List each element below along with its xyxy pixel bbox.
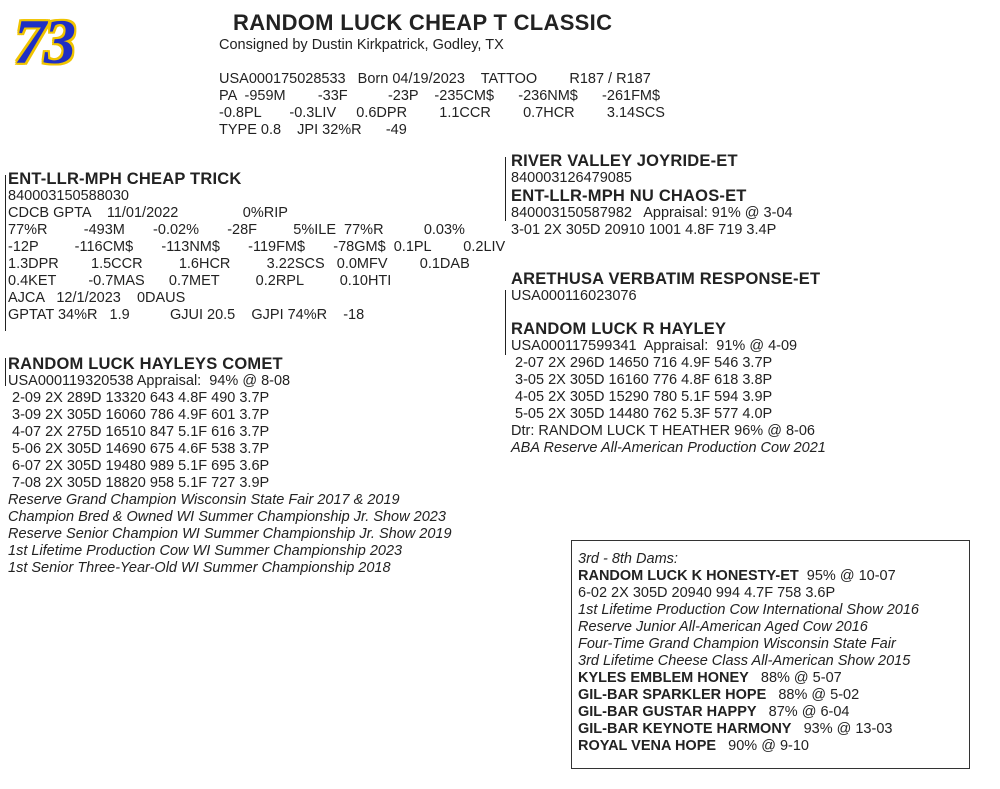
dam-honor: Champion Bred & Owned WI Summer Championship Jr. Show 2023 xyxy=(8,509,446,525)
dam-record: 6-07 2X 305D 19480 989 5.1F 695 3.6P xyxy=(8,458,270,474)
sire-line: 0.4KET -0.7MAS 0.7MET 0.2RPL 0.10HTI xyxy=(8,273,392,289)
dam-parents-bracket xyxy=(505,290,506,355)
dam-record: 5-06 2X 305D 14690 675 4.6F 538 3.7P xyxy=(8,441,270,457)
dam-entry-name: KYLES EMBLEM HONEY xyxy=(578,670,749,686)
animal-info-line: USA000175028533 Born 04/19/2023 TATTOO R187 / R187 xyxy=(219,71,651,87)
dam-dam-name: RANDOM LUCK R HAYLEY xyxy=(511,320,727,338)
dam-record: 7-08 2X 305D 18820 958 5.1F 727 3.9P xyxy=(8,475,270,491)
dam-record: 3-09 2X 305D 16060 786 4.9F 601 3.7P xyxy=(8,407,270,423)
dam-entry-name: GIL-BAR SPARKLER HOPE xyxy=(578,687,767,703)
sire-line: AJCA 12/1/2023 0DAUS xyxy=(8,290,186,306)
dam-entry-name: ROYAL VENA HOPE xyxy=(578,738,717,754)
dam-entry-score: 93% @ 13-03 xyxy=(791,721,893,737)
dam-entry-score: 88% @ 5-02 xyxy=(766,687,860,703)
additional-dams-box xyxy=(571,540,970,769)
dam-entry-honor: 3rd Lifetime Cheese Class All-American Show 2015 xyxy=(578,653,911,669)
dam-entry xyxy=(578,704,919,721)
sire-line: 1.3DPR 1.5CCR 1.6HCR 3.22SCS 0.0MFV 0.1DAB xyxy=(8,256,470,272)
dam-honor: 1st Lifetime Production Cow WI Summer Championship 2023 xyxy=(8,543,403,559)
dam-entry xyxy=(578,738,919,755)
dam-entry-name: GIL-BAR KEYNOTE HARMONY xyxy=(578,721,792,737)
animal-info-line: TYPE 0.8 JPI 32%R -49 xyxy=(219,122,407,138)
dam-name: RANDOM LUCK HAYLEYS COMET xyxy=(8,355,283,373)
sire-sire-name: RIVER VALLEY JOYRIDE-ET xyxy=(511,152,738,170)
sire-parents-bracket xyxy=(505,157,506,221)
dam-line: USA000119320538 Appraisal: 94% @ 8-08 xyxy=(8,373,291,389)
sire-name: ENT-LLR-MPH CHEAP TRICK xyxy=(8,170,242,188)
lot-number: 73 xyxy=(14,6,74,77)
sire-dam-line: 840003150587982 Appraisal: 91% @ 3-04 xyxy=(511,205,793,221)
sire-line: CDCB GPTA 11/01/2022 0%RIP xyxy=(8,205,288,221)
dam-block xyxy=(8,355,452,577)
sire-dam-line: 3-01 2X 305D 20910 1001 4.8F 719 3.4P xyxy=(511,222,777,238)
animal-title: RANDOM LUCK CHEAP T CLASSIC xyxy=(233,10,613,35)
dam-entry-honor: Reserve Junior All-American Aged Cow 2016 xyxy=(578,619,868,635)
dam-dam-block xyxy=(511,320,826,457)
sire-line: -12P -116CM$ -113NM$ -119FM$ -78GM$ 0.1PL 0.2LIV xyxy=(8,239,506,255)
dam-dam-daughter: Dtr: RANDOM LUCK T HEATHER 96% @ 8-06 xyxy=(511,423,815,439)
dam-entry-record: 6-02 2X 305D 20940 994 4.7F 758 3.6P xyxy=(578,585,836,601)
dam-entry xyxy=(578,670,919,687)
dam-record: 2-09 2X 289D 13320 643 4.8F 490 3.7P xyxy=(8,390,270,406)
dam-entry xyxy=(578,687,919,704)
dam-sire-id: USA000116023076 xyxy=(511,288,637,304)
dam-entry-score: 90% @ 9-10 xyxy=(716,738,809,754)
additional-dams-list xyxy=(578,551,919,755)
dam-dam-record: 2-07 2X 296D 14650 716 4.9F 546 3.7P xyxy=(511,355,773,371)
dam-record: 4-07 2X 275D 16510 847 5.1F 616 3.7P xyxy=(8,424,270,440)
dam-entry-score: 95% @ 10-07 xyxy=(798,568,896,584)
sire-bracket xyxy=(5,175,6,331)
sire-line: 77%R -493M -0.02% -28F 5%ILE 77%R 0.03% xyxy=(8,222,465,238)
dam-entry xyxy=(578,568,919,585)
animal-info xyxy=(219,71,665,139)
dam-entry xyxy=(578,721,919,738)
dam-entry-name: RANDOM LUCK K HONESTY-ET xyxy=(578,568,799,584)
dam-dam-record: 3-05 2X 305D 16160 776 4.8F 618 3.8P xyxy=(511,372,773,388)
sire-sire-block xyxy=(511,152,793,239)
dam-honor: 1st Senior Three-Year-Old WI Summer Championship 2018 xyxy=(8,560,391,576)
dam-entry-honor: 1st Lifetime Production Cow International Show 2016 xyxy=(578,602,919,618)
dam-honor: Reserve Grand Champion Wisconsin State Fair 2017 & 2019 xyxy=(8,492,400,508)
sire-line: GPTAT 34%R 1.9 GJUI 20.5 GJPI 74%R -18 xyxy=(8,307,365,323)
dam-entry-score: 88% @ 5-07 xyxy=(748,670,842,686)
dam-dam-record: 4-05 2X 305D 15290 780 5.1F 594 3.9P xyxy=(511,389,773,405)
dam-sire-name: ARETHUSA VERBATIM RESPONSE-ET xyxy=(511,270,821,288)
dam-dam-honor: ABA Reserve All-American Production Cow 2021 xyxy=(511,440,826,456)
animal-info-line: -0.8PL -0.3LIV 0.6DPR 1.1CCR 0.7HCR 3.14SCS xyxy=(219,105,665,121)
sire-line: 840003150588030 xyxy=(8,188,129,204)
dam-dam-line: USA000117599341 Appraisal: 91% @ 4-09 xyxy=(511,338,798,354)
dam-entry-score: 87% @ 6-04 xyxy=(756,704,850,720)
dam-dam-record: 5-05 2X 305D 14480 762 5.3F 577 4.0P xyxy=(511,406,773,422)
dam-honor: Reserve Senior Champion WI Summer Championship Jr. Show 2019 xyxy=(8,526,452,542)
dam-bracket xyxy=(5,358,6,386)
dam-entry-name: GIL-BAR GUSTAR HAPPY xyxy=(578,704,757,720)
additional-dams-header: 3rd - 8th Dams: xyxy=(578,551,678,567)
sire-sire-id: 840003126479085 xyxy=(511,170,632,186)
consignor-line: Consigned by Dustin Kirkpatrick, Godley, TX xyxy=(219,37,504,53)
dam-sire-block xyxy=(511,270,820,305)
sire-dam-name: ENT-LLR-MPH NU CHAOS-ET xyxy=(511,187,747,205)
sire-block xyxy=(8,170,505,324)
animal-info-line: PA -959M -33F -23P -235CM$ -236NM$ -261FM$ xyxy=(219,88,661,104)
dam-entry-honor: Four-Time Grand Champion Wisconsin State Fair xyxy=(578,636,896,652)
